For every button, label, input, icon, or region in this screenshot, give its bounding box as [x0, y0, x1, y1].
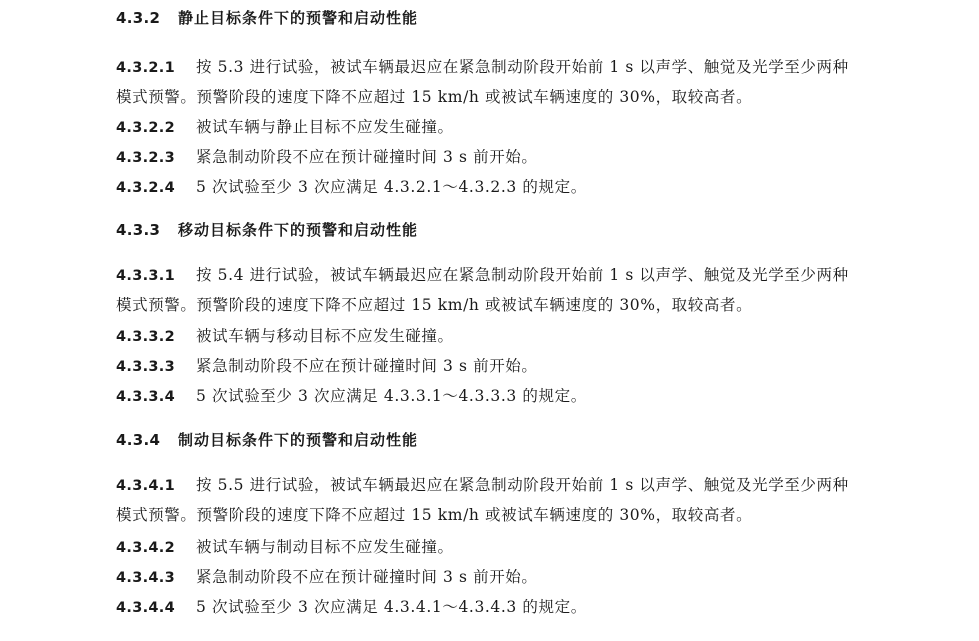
clause-4-3-3-2	[116, 326, 454, 347]
section-number: 4.3.3	[116, 221, 161, 239]
section-heading-4-3-3	[116, 220, 418, 240]
clause-text-line-2: 模式预警。预警阶段的速度下降不应超过 15 km/h 或被试车辆速度的 30%，取较高者。	[116, 88, 753, 106]
clause-text: 被试车辆与制动目标不应发生碰撞。	[196, 538, 454, 556]
clause-4-3-2-1	[116, 57, 849, 78]
section-number: 4.3.2	[116, 9, 161, 27]
clause-text-line-1: 按 5.5 进行试验，被试车辆最迟应在紧急制动阶段开始前 1 s 以声学、触觉及光学至少两种	[196, 476, 849, 494]
clause-text-line-2: 模式预警。预警阶段的速度下降不应超过 15 km/h 或被试车辆速度的 30%，取较高者。	[116, 506, 753, 524]
clause-text: 5 次试验至少 3 次应满足 4.3.2.1～4.3.2.3 的规定。	[196, 178, 587, 196]
clause-4-3-3-3	[116, 356, 538, 377]
clause-4-3-4-4	[116, 597, 587, 618]
clause-text: 紧急制动阶段不应在预计碰撞时间 3 s 前开始。	[196, 568, 538, 586]
clause-4-3-4-1	[116, 475, 849, 496]
clause-number: 4.3.3.2	[116, 329, 175, 345]
clause-4-3-3-1	[116, 265, 849, 286]
section-title: 静止目标条件下的预警和启动性能	[178, 9, 419, 27]
clause-number: 4.3.2.3	[116, 150, 175, 166]
section-title: 制动目标条件下的预警和启动性能	[178, 431, 419, 449]
clause-4-3-2-4	[116, 177, 587, 198]
clause-number: 4.3.2.4	[116, 180, 175, 196]
clause-text-line-1: 按 5.4 进行试验，被试车辆最迟应在紧急制动阶段开始前 1 s 以声学、触觉及光学至少两种	[196, 266, 849, 284]
clause-4-3-2-1-continuation	[116, 87, 752, 107]
section-title: 移动目标条件下的预警和启动性能	[178, 221, 419, 239]
clause-text: 紧急制动阶段不应在预计碰撞时间 3 s 前开始。	[196, 148, 538, 166]
clause-number: 4.3.4.2	[116, 540, 175, 556]
clause-4-3-4-2	[116, 537, 454, 558]
clause-text: 被试车辆与移动目标不应发生碰撞。	[196, 327, 454, 345]
clause-number: 4.3.2.1	[116, 60, 175, 76]
clause-number: 4.3.3.3	[116, 359, 175, 375]
clause-4-3-4-1-continuation	[116, 505, 752, 525]
clause-text: 5 次试验至少 3 次应满足 4.3.4.1～4.3.4.3 的规定。	[196, 598, 587, 616]
clause-text-line-1: 按 5.3 进行试验，被试车辆最迟应在紧急制动阶段开始前 1 s 以声学、触觉及光学至少两种	[196, 58, 849, 76]
clause-number: 4.3.4.3	[116, 570, 175, 586]
clause-4-3-4-3	[116, 567, 538, 588]
clause-text: 紧急制动阶段不应在预计碰撞时间 3 s 前开始。	[196, 357, 538, 375]
clause-text: 5 次试验至少 3 次应满足 4.3.3.1～4.3.3.3 的规定。	[196, 387, 587, 405]
clause-number: 4.3.2.2	[116, 120, 175, 136]
clause-number: 4.3.3.4	[116, 389, 175, 405]
section-heading-4-3-4	[116, 430, 418, 450]
clause-number: 4.3.3.1	[116, 268, 175, 284]
clause-number: 4.3.4.1	[116, 478, 175, 494]
clause-text: 被试车辆与静止目标不应发生碰撞。	[196, 118, 454, 136]
clause-4-3-3-1-continuation	[116, 295, 752, 315]
section-heading-4-3-2	[116, 8, 418, 28]
clause-4-3-2-3	[116, 147, 538, 168]
clause-number: 4.3.4.4	[116, 600, 175, 616]
clause-4-3-2-2	[116, 117, 454, 138]
clause-text-line-2: 模式预警。预警阶段的速度下降不应超过 15 km/h 或被试车辆速度的 30%，取较高者。	[116, 296, 753, 314]
section-number: 4.3.4	[116, 431, 161, 449]
clause-4-3-3-4	[116, 386, 587, 407]
